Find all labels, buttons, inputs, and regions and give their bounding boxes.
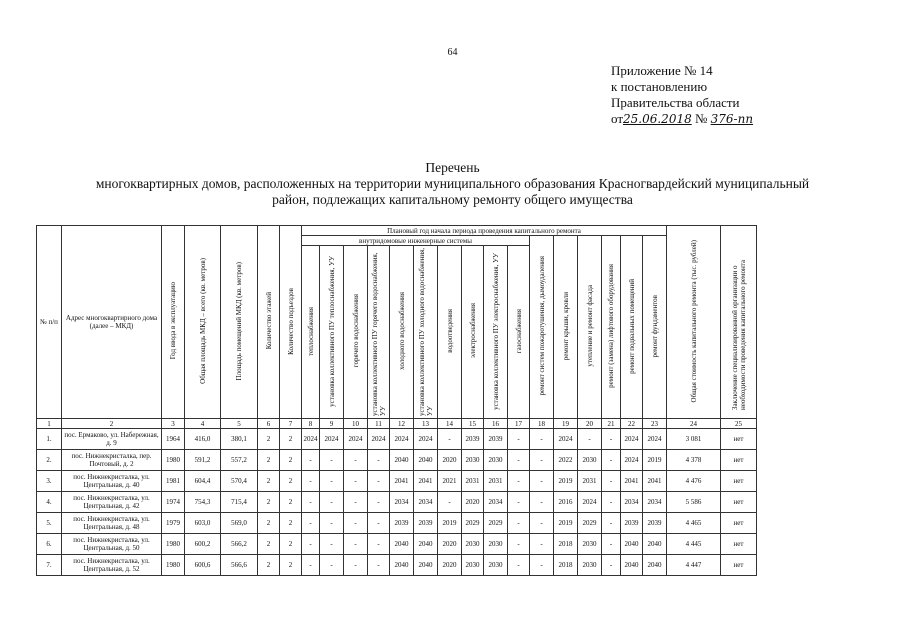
header-floors: Количество этажей (258, 226, 280, 419)
table-cell: - (508, 492, 530, 513)
table-cell: - (368, 450, 390, 471)
column-number: 18 (530, 419, 554, 429)
address-cell: пос. Нижнекристалка, ул. Центральная, д. 50 (62, 534, 162, 555)
table-cell: 2 (258, 471, 280, 492)
table-cell: 557,2 (221, 450, 258, 471)
table-cell: 1964 (162, 429, 185, 450)
table-cell: 2034 (484, 492, 508, 513)
table-cell: 2031 (578, 471, 602, 492)
table-cell: 2 (258, 492, 280, 513)
table-cell: 2021 (438, 471, 462, 492)
table-cell: - (508, 555, 530, 576)
appendix-line-1: Приложение № 14 (611, 63, 713, 78)
table-cell: 2020 (438, 534, 462, 555)
table-cell: - (438, 492, 462, 513)
table-cell: нет (721, 492, 757, 513)
table-cell: 2018 (554, 555, 578, 576)
subheader-17: газоснабжения (508, 246, 530, 419)
table-cell: 2 (280, 513, 302, 534)
table-cell: - (344, 513, 368, 534)
column-number: 14 (438, 419, 462, 429)
table-cell: - (344, 471, 368, 492)
address-cell: пос. Нижнекристалка, ул. Центральная, д. 42 (62, 492, 162, 513)
table-cell: 1981 (162, 471, 185, 492)
table-cell: - (508, 534, 530, 555)
column-numbers-row (37, 419, 757, 429)
table-cell: 2 (258, 429, 280, 450)
column-number: 22 (621, 419, 643, 429)
table-cell: 1980 (162, 555, 185, 576)
header-total-area: Общая площадь МКД – всего (кв. метров) (185, 226, 221, 419)
column-number: 7 (280, 419, 302, 429)
table-cell: - (530, 513, 554, 534)
table-cell: 2019 (554, 513, 578, 534)
table-cell: 2024 (554, 429, 578, 450)
table-cell: 2039 (621, 513, 643, 534)
table-cell: - (344, 492, 368, 513)
table-row (37, 492, 757, 513)
table-cell: 2 (280, 555, 302, 576)
table-cell: 2040 (621, 534, 643, 555)
address-cell: пос. Нижнекристалка, ул. Центральная, д. 48 (62, 513, 162, 534)
table-cell: 566,6 (221, 555, 258, 576)
table-cell: 5 586 (667, 492, 721, 513)
table-cell: нет (721, 513, 757, 534)
table-cell: 2 (258, 513, 280, 534)
table-cell: 2. (37, 450, 62, 471)
table-cell: 2039 (390, 513, 414, 534)
table-cell: 2030 (484, 555, 508, 576)
subheader-13: установка коллективного ПУ холодного водоснабжения, УУ (414, 246, 438, 419)
table-cell: 2040 (414, 534, 438, 555)
appendix-number: 376-пп (710, 112, 754, 126)
table-cell: 2024 (621, 450, 643, 471)
header-year-built: Год ввода в эксплуатацию (162, 226, 185, 419)
table-cell: 4 445 (667, 534, 721, 555)
table-cell: 566,2 (221, 534, 258, 555)
table-cell: 570,4 (221, 471, 258, 492)
column-number: 4 (185, 419, 221, 429)
table-cell: 2040 (414, 450, 438, 471)
table-cell: - (602, 555, 621, 576)
table-cell: - (302, 492, 320, 513)
table-cell: 2041 (390, 471, 414, 492)
table-cell: 2019 (554, 471, 578, 492)
table-cell: 2020 (462, 492, 484, 513)
table-cell: 416,0 (185, 429, 221, 450)
subheader-11: установка коллективного ПУ горячего водоснабжения, УУ (368, 246, 390, 419)
table-cell: - (602, 534, 621, 555)
column-number: 5 (221, 419, 258, 429)
table-cell: нет (721, 471, 757, 492)
column-number: 20 (578, 419, 602, 429)
table-cell: 2034 (621, 492, 643, 513)
appendix-line-3: Правительства области (611, 95, 740, 110)
table-cell: - (302, 471, 320, 492)
column-number: 17 (508, 419, 530, 429)
header-premises-area: Площадь помещений МКД (кв. метров) (221, 226, 258, 419)
table-row (37, 471, 757, 492)
table-cell: 2040 (414, 555, 438, 576)
table-cell: 591,2 (185, 450, 221, 471)
table-cell: 754,3 (185, 492, 221, 513)
table-cell: 2024 (302, 429, 320, 450)
table-cell: 715,4 (221, 492, 258, 513)
appendix-block (611, 63, 753, 127)
table-cell: 2 (280, 534, 302, 555)
table-cell: нет (721, 534, 757, 555)
column-number: 23 (643, 419, 667, 429)
table-cell: - (368, 534, 390, 555)
column-number: 25 (721, 419, 757, 429)
column-number: 9 (320, 419, 344, 429)
table-cell: - (344, 534, 368, 555)
column-number: 21 (602, 419, 621, 429)
table-cell: - (508, 471, 530, 492)
header-internal-systems: внутридомовые инженерные системы (302, 236, 530, 246)
table-cell: 2 (280, 492, 302, 513)
table-cell: 2039 (462, 429, 484, 450)
subheader-15: электроснабжения (462, 246, 484, 419)
table-cell: 2 (280, 471, 302, 492)
table-cell: - (320, 534, 344, 555)
header-entrances: Количество подъездов (280, 226, 302, 419)
table-cell: 2 (258, 555, 280, 576)
header-address: Адрес многоквартирного дома (далее – МКД) (62, 226, 162, 419)
column-number: 24 (667, 419, 721, 429)
table-row (37, 534, 757, 555)
table-cell: - (320, 513, 344, 534)
table-cell: 2040 (390, 450, 414, 471)
column-number: 6 (258, 419, 280, 429)
column-number: 16 (484, 419, 508, 429)
table-cell: - (530, 471, 554, 492)
table-cell: нет (721, 555, 757, 576)
table-cell: 1980 (162, 450, 185, 471)
table-cell: 4 447 (667, 555, 721, 576)
table-cell: 2034 (643, 492, 667, 513)
table-cell: 2040 (643, 555, 667, 576)
table-cell: 2030 (578, 534, 602, 555)
table-cell: - (508, 513, 530, 534)
column-number: 2 (62, 419, 162, 429)
table-cell: 2029 (578, 513, 602, 534)
table-cell: - (602, 471, 621, 492)
table-cell: - (368, 513, 390, 534)
table-cell: 2039 (643, 513, 667, 534)
table-cell: - (602, 429, 621, 450)
table-cell: 2030 (462, 450, 484, 471)
table-cell: 2041 (643, 471, 667, 492)
column-number: 13 (414, 419, 438, 429)
table-cell: 2024 (344, 429, 368, 450)
table-cell: 600,6 (185, 555, 221, 576)
table-cell: 2022 (554, 450, 578, 471)
table-cell: 2024 (368, 429, 390, 450)
table-cell: 2 (280, 429, 302, 450)
table-cell: - (530, 450, 554, 471)
table-cell: - (368, 471, 390, 492)
table-cell: 3 081 (667, 429, 721, 450)
table-cell: - (578, 429, 602, 450)
document-title (20, 160, 885, 208)
table-cell: - (302, 534, 320, 555)
table-cell: 2039 (414, 513, 438, 534)
table-cell: нет (721, 429, 757, 450)
table-cell: 603,0 (185, 513, 221, 534)
page-number: 64 (447, 47, 458, 58)
table-row (37, 555, 757, 576)
table-cell: - (302, 513, 320, 534)
subheader-20: утепление и ремонт фасада (578, 236, 602, 419)
table-cell: 2039 (484, 429, 508, 450)
column-number: 10 (344, 419, 368, 429)
table-cell: 2019 (438, 513, 462, 534)
table-cell: 2024 (578, 492, 602, 513)
table-cell: нет (721, 450, 757, 471)
subheader-9: установка коллективного ПУ теплоснабжения, УУ (320, 246, 344, 419)
subheader-14: водоотведения (438, 246, 462, 419)
table-cell: - (320, 471, 344, 492)
table-cell: 2024 (390, 429, 414, 450)
header-num: № п/п (37, 226, 62, 419)
header-total-cost: Общая стоимость капитального ремонта (тыс. рублей) (667, 226, 721, 419)
table-cell: - (530, 555, 554, 576)
table-cell: - (344, 450, 368, 471)
table-row (37, 513, 757, 534)
table-cell: - (602, 513, 621, 534)
table-row (37, 450, 757, 471)
table-cell: 2040 (643, 534, 667, 555)
table-cell: - (438, 429, 462, 450)
table-cell: 2034 (414, 492, 438, 513)
subheader-18: ремонт систем пожаротушения, дымоудаления (530, 236, 554, 419)
appendix-line-4 (611, 111, 753, 127)
column-number: 19 (554, 419, 578, 429)
table-cell: 2024 (320, 429, 344, 450)
column-number: 12 (390, 419, 414, 429)
subheader-22: ремонт подвальных помещений (621, 236, 643, 419)
table-cell: 4 378 (667, 450, 721, 471)
table-cell: 3. (37, 471, 62, 492)
title-line-2: многоквартирных домов, расположенных на территории муниципального образования Красногвардейский муниципальный (95, 176, 810, 191)
table-cell: 2020 (438, 450, 462, 471)
table-cell: 1980 (162, 534, 185, 555)
table-cell: 2040 (390, 534, 414, 555)
subheader-8: теплоснабжения (302, 246, 320, 419)
table-cell: 2031 (484, 471, 508, 492)
column-number: 11 (368, 419, 390, 429)
table-cell: 1974 (162, 492, 185, 513)
table-cell: - (368, 492, 390, 513)
table-cell: 2041 (621, 471, 643, 492)
column-number: 1 (37, 419, 62, 429)
column-number: 15 (462, 419, 484, 429)
subheader-21: ремонт (замена) лифтового оборудования (602, 236, 621, 419)
table-cell: 4 465 (667, 513, 721, 534)
table-cell: 380,1 (221, 429, 258, 450)
table-cell: 4 476 (667, 471, 721, 492)
table-cell: 2030 (462, 555, 484, 576)
subheader-19: ремонт крыши, кровли (554, 236, 578, 419)
table-cell: 2018 (554, 534, 578, 555)
table-cell: 2024 (414, 429, 438, 450)
table-cell: 7. (37, 555, 62, 576)
table-cell: 604,4 (185, 471, 221, 492)
table-cell: - (508, 450, 530, 471)
table-cell: 2030 (578, 555, 602, 576)
title-line-1: Перечень (425, 160, 480, 175)
table-cell: - (320, 555, 344, 576)
appendix-date: 25.06.2018 (623, 112, 692, 126)
table-cell: - (344, 555, 368, 576)
table-cell: - (602, 492, 621, 513)
table-cell: 2024 (621, 429, 643, 450)
table-cell: - (530, 492, 554, 513)
table-cell: 2 (258, 534, 280, 555)
table-cell: - (602, 450, 621, 471)
table-cell: 2030 (578, 450, 602, 471)
table-cell: 2029 (462, 513, 484, 534)
header-planned-year: Плановый год начала периода проведения капитального ремонта (302, 226, 667, 236)
table-cell: - (530, 534, 554, 555)
table-cell: 2029 (484, 513, 508, 534)
appendix-from: от (611, 111, 624, 126)
header-conclusion: Заключение специализированной организации о необходимости проведения капитального ремонта (721, 226, 757, 419)
table-cell: 569,0 (221, 513, 258, 534)
table-cell: 2030 (462, 534, 484, 555)
table-row (37, 429, 757, 450)
column-number: 3 (162, 419, 185, 429)
table-cell: 2040 (390, 555, 414, 576)
title-line-3: район, подлежащих капитальному ремонту общего имущества (272, 192, 633, 207)
table-cell: 5. (37, 513, 62, 534)
buildings-table (36, 225, 757, 576)
appendix-number-sign: № (694, 111, 708, 126)
table-cell: - (530, 429, 554, 450)
table-cell: - (320, 450, 344, 471)
table-cell: 2024 (643, 429, 667, 450)
table-cell: - (302, 450, 320, 471)
table-cell: 1. (37, 429, 62, 450)
address-cell: пос. Нижнекристалка, ул. Центральная, д. 40 (62, 471, 162, 492)
address-cell: пос. Нижнекристалка, ул. Центральная, д. 52 (62, 555, 162, 576)
table-cell: 2016 (554, 492, 578, 513)
address-cell: пос. Нижнекристалка, пер. Почтовый, д. 2 (62, 450, 162, 471)
table-cell: 2030 (484, 450, 508, 471)
table-cell: 2019 (643, 450, 667, 471)
table-cell: 2030 (484, 534, 508, 555)
table-cell: 2040 (621, 555, 643, 576)
table-cell: - (368, 555, 390, 576)
table-cell: 2 (280, 450, 302, 471)
table-cell: - (508, 429, 530, 450)
table-cell: 6. (37, 534, 62, 555)
subheader-12: холодного водоснабжения (390, 246, 414, 419)
table-cell: - (320, 492, 344, 513)
column-number: 8 (302, 419, 320, 429)
table-cell: 2034 (390, 492, 414, 513)
table-cell: 4. (37, 492, 62, 513)
table-cell: - (302, 555, 320, 576)
table-cell: 2020 (438, 555, 462, 576)
table-cell: 600,2 (185, 534, 221, 555)
table-cell: 1979 (162, 513, 185, 534)
subheader-10: горячего водоснабжения (344, 246, 368, 419)
table-cell: 2031 (462, 471, 484, 492)
appendix-line-2: к постановлению (611, 79, 708, 94)
address-cell: пос. Ермаково, ул. Набережная, д. 9 (62, 429, 162, 450)
table-cell: 2 (258, 450, 280, 471)
subheader-23: ремонт фундаментов (643, 236, 667, 419)
subheader-16: установка коллективного ПУ электроснабжения, УУ (484, 246, 508, 419)
table-cell: 2041 (414, 471, 438, 492)
